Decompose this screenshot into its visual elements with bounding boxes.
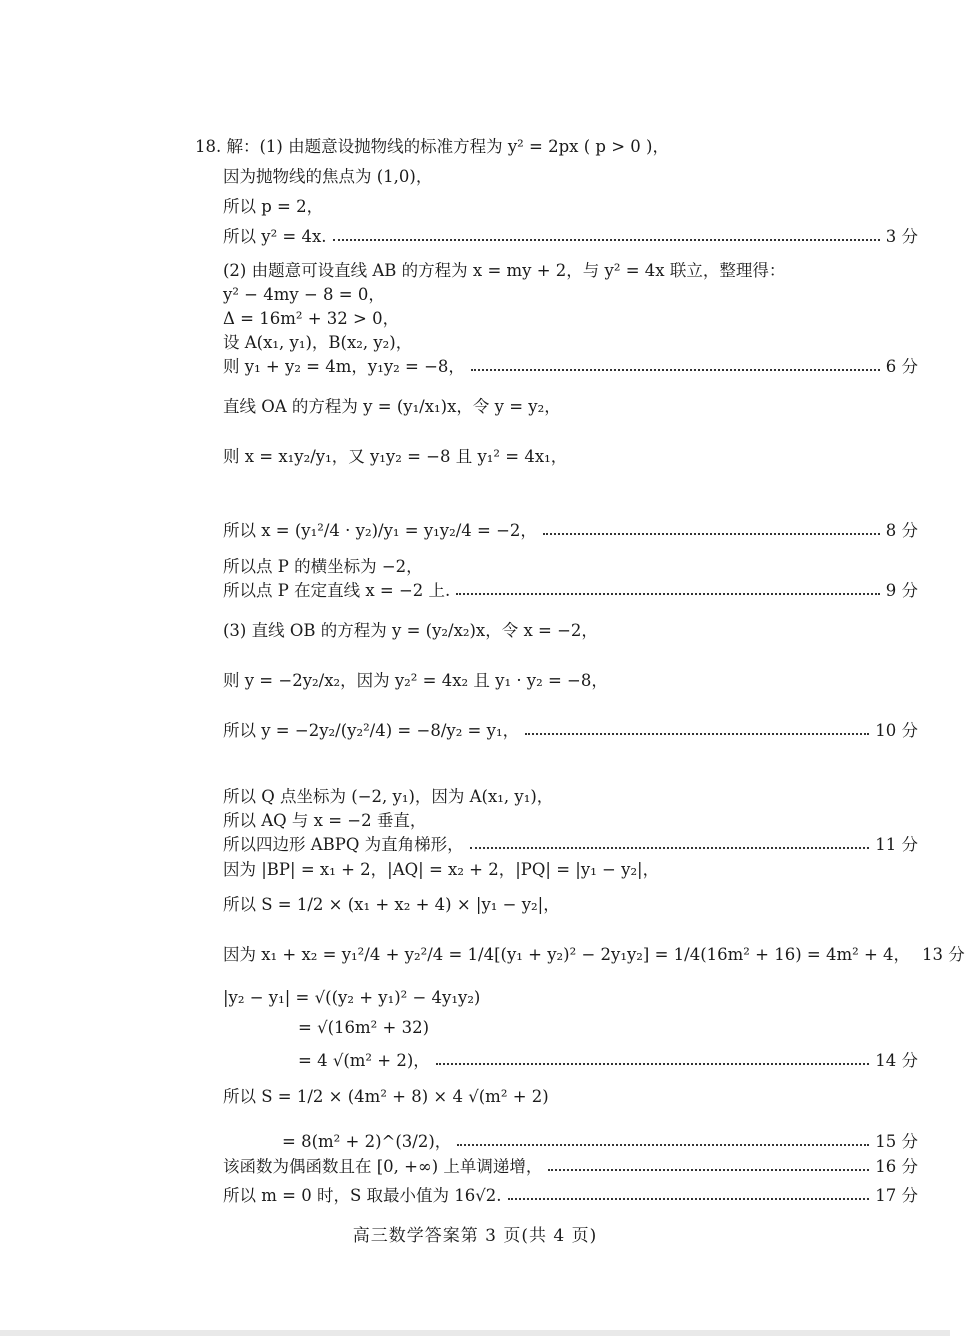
line-text: 所以 y² = 4x. [223,227,327,246]
line-text: 则 y₁ + y₂ = 4m，y₁y₂ = −8， [223,357,465,376]
score-label: 6 分 [885,357,918,376]
line-text: 所以 AQ 与 x = −2 垂直， [223,811,427,830]
solution-line [223,940,965,966]
solution-line [223,222,918,248]
score-label: 8 分 [885,521,918,540]
line-text: |y₂ − y₁| = √((y₂ + y₁)² − 4y₁y₂) [223,987,481,1007]
solution-line [223,162,918,188]
line-text: 所以 m = 0 时，S 取最小值为 16√2. [223,1186,502,1205]
solution-line [282,1127,918,1153]
leader-dots [548,1169,869,1171]
solution-line [223,984,918,1010]
line-text: 所以点 P 在定直线 x = −2 上. [223,581,451,600]
solution-line [223,352,918,378]
solution-line [223,576,918,602]
line-text: = √(16m² + 32) [298,1017,430,1037]
leader-dots [525,733,869,735]
score-label: 14 分 [875,1051,918,1070]
solution-line [223,442,918,468]
line-text: 所以 S = 1/2 × (4m² + 8) × 4 √(m² + 2) [223,1087,549,1106]
line-text: 所以 p = 2， [223,197,324,216]
line-text: 所以 y = −2y₂/(y₂²/4) = −8/y₂ = y₁， [223,721,520,740]
solution-line [223,304,918,330]
leader-dots [436,1063,869,1065]
line-text: 因为抛物线的焦点为 (1,0)， [223,167,433,186]
leader-dots [471,369,880,371]
page-footer: 高三数学答案第 3 页(共 4 页) [352,1226,598,1246]
score-label: 17 分 [875,1186,918,1205]
line-text: 直线 OA 的方程为 y = (y₁/x₁)x，令 y = y₂， [223,397,561,416]
score-label: 15 分 [875,1132,918,1151]
leader-dots [457,1144,869,1146]
solution-line [223,666,918,692]
score-label: 16 分 [875,1157,918,1176]
solution-line [223,830,918,856]
solution-line [223,256,918,282]
line-text: 所以 x = (y₁²/4 · y₂)/y₁ = y₁y₂/4 = −2， [223,521,537,540]
score-label: 9 分 [885,581,918,600]
solution-line [223,1152,918,1178]
solution-line [195,132,918,158]
solution-line [223,1082,918,1108]
leader-dots [456,593,879,595]
solution-line [223,328,918,354]
line-text: = 8(m² + 2)^(3/2)， [282,1132,452,1151]
line-text: 则 y = −2y₂/x₂，因为 y₂² = 4x₂ 且 y₁ · y₂ = −8， [223,671,608,690]
line-text: 因为 |BP| = x₁ + 2，|AQ| = x₂ + 2，|PQ| = |y₁ − y₂|， [223,860,660,879]
solution-line [223,890,918,916]
solution-line [223,806,918,832]
score-label: 11 分 [875,835,918,854]
leader-dots [470,847,870,849]
line-text: (2) 由题意可设直线 AB 的方程为 x = my + 2，与 y² = 4x 联立，整理得： [223,261,786,280]
solution-line [223,192,918,218]
leader-dots [508,1198,870,1200]
solution-line [298,1014,918,1040]
line-text: 18. 解：(1) 由题意设抛物线的标准方程为 y² = 2px ( p > 0 )， [195,137,669,156]
solution-line [223,280,918,306]
leader-dots [543,533,880,535]
solution-line [223,516,918,542]
solution-line [223,392,918,418]
line-text: 该函数为偶函数且在 [0, +∞) 上单调递增， [223,1157,543,1176]
solution-line [298,1046,918,1072]
line-text: 则 x = x₁y₂/y₁，又 y₁y₂ = −8 且 y₁² = 4x₁， [223,447,568,466]
solution-line [223,552,918,578]
score-label: 10 分 [875,721,918,740]
scan-edge [0,1330,950,1336]
line-text: 所以 S = 1/2 × (x₁ + x₂ + 4) × |y₁ − y₂|， [223,895,560,914]
line-text: y² − 4my − 8 = 0， [223,285,385,304]
line-text: = 4 √(m² + 2)， [298,1051,430,1070]
solution-line [223,616,918,642]
line-text: 所以四边形 ABPQ 为直角梯形， [223,835,464,854]
solution-line [223,855,918,881]
leader-dots [333,239,880,241]
score-label: 13 分 [922,945,965,964]
solution-line [223,716,918,742]
solution-line [223,782,918,808]
score-label: 3 分 [885,227,918,246]
line-text: 所以点 P 的横坐标为 −2， [223,557,423,576]
line-text: Δ = 16m² + 32 > 0， [223,309,400,328]
line-text: 设 A(x₁, y₁)，B(x₂, y₂)， [223,333,413,352]
line-text: 所以 Q 点坐标为 (−2, y₁)，因为 A(x₁, y₁)， [223,787,554,806]
solution-line [223,1181,918,1207]
line-text: (3) 直线 OB 的方程为 y = (y₂/x₂)x，令 x = −2， [223,621,598,640]
line-text: 因为 x₁ + x₂ = y₁²/4 + y₂²/4 = 1/4[(y₁ + y₂)² − 2y₁y₂] = 1/4(16m² + 16) = 4m² + 4， [223,945,911,964]
